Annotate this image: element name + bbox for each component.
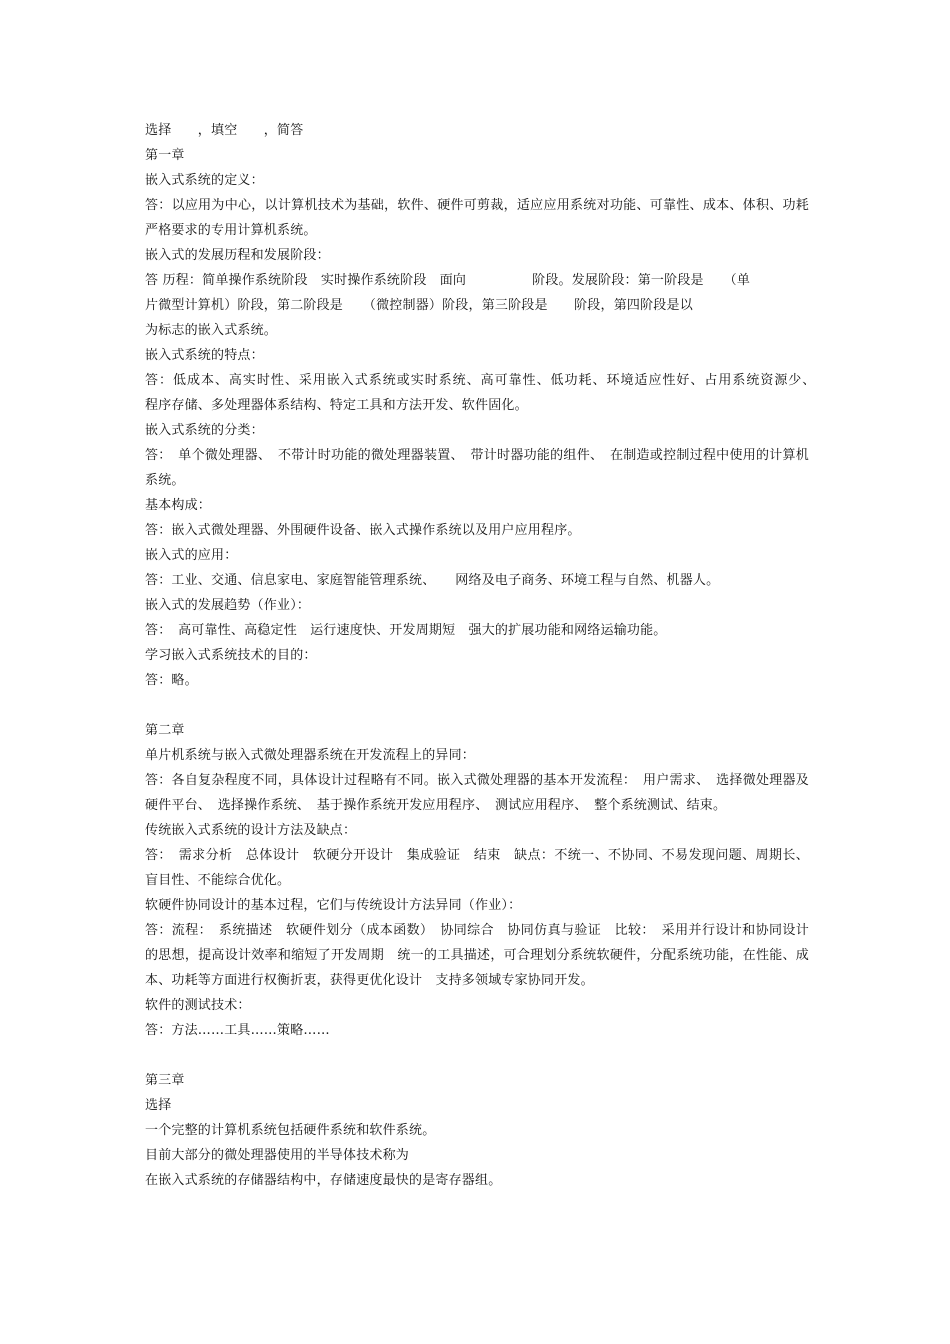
ch1-question-purpose: 学习嵌入式系统技术的目的： — [145, 648, 317, 663]
ch2-answer-traditional-design: 答： 需求分析 总体设计 软硬分开设计 集成验证 结束 缺点：不统一、不协同、不易发现问题、周期长、盲目性、不能综合优化。 — [145, 848, 809, 888]
ch2-question-testing: 软件的测试技术： — [145, 998, 251, 1013]
question-type-header: 选择 ，填空 ，简答 — [145, 123, 304, 138]
ch3-item-1: 一个完整的计算机系统包括硬件系统和软件系统。 — [145, 1123, 436, 1138]
ch1-answer-history-line3: 为标志的嵌入式系统。 — [145, 323, 278, 338]
ch1-answer-applications: 答：工业、交通、信息家电、家庭智能管理系统、 网络及电子商务、环境工程与自然、机器人。 — [145, 573, 720, 588]
ch1-question-trends: 嵌入式的发展趋势（作业）： — [145, 598, 311, 613]
ch1-answer-history-line1: 答 历程：简单操作系统阶段 实时操作系统阶段 面向 阶段。发展阶段：第一阶段是 （单 — [145, 273, 751, 288]
ch2-answer-dev-flow: 答：各自复杂程度不同，具体设计过程略有不同。嵌入式微处理器的基本开发流程： 用户需求、 选择微处理器及硬件平台、 选择操作系统、 基于操作系统开发应用程序、 测试应用程序、 整个系统测试、结束。 — [145, 773, 809, 813]
ch1-question-applications: 嵌入式的应用： — [145, 548, 238, 563]
ch1-question-history: 嵌入式的发展历程和发展阶段： — [145, 248, 330, 263]
ch3-item-2: 目前大部分的微处理器使用的半导体技术称为 — [145, 1148, 410, 1163]
chapter-2-title: 第二章 — [145, 723, 185, 738]
ch1-question-features: 嵌入式系统的特点： — [145, 348, 264, 363]
ch2-answer-testing: 答：方法……工具……策略…… — [145, 1023, 330, 1038]
ch2-answer-codesign: 答：流程： 系统描述 软硬件划分（成本函数） 协同综合 协同仿真与验证 比较： 采用并行设计和协同设计的思想，提高设计效率和缩短了开发周期 统一的工具描述，可合理划分系统软硬件，分配系统功能，在性能、成本、功耗等方面进行权衡折衷，获得更优化设计 支持多领域专家协同开发。 — [145, 923, 809, 988]
section-spacer — [145, 693, 809, 718]
ch1-answer-classification: 答： 单个微处理器、 不带计时功能的微处理器装置、 带计时器功能的组件、 在制造或控制过程中使用的计算机系统。 — [145, 448, 809, 488]
ch3-subheading-choice: 选择 — [145, 1098, 172, 1113]
ch2-question-dev-flow: 单片机系统与嵌入式微处理器系统在开发流程上的异同： — [145, 748, 476, 763]
document-page — [145, 118, 836, 1193]
ch1-question-classification: 嵌入式系统的分类： — [145, 423, 264, 438]
chapter-3-title: 第三章 — [145, 1073, 185, 1088]
ch1-answer-trends: 答： 高可靠性、高稳定性 运行速度快、开发周期短 强大的扩展功能和网络运输功能。 — [145, 623, 667, 638]
ch1-question-definition: 嵌入式系统的定义： — [145, 173, 264, 188]
ch1-answer-features: 答：低成本、高实时性、采用嵌入式系统或实时系统、高可靠性、低功耗、环境适应性好、占用系统资源少、 程序存储、多处理器体系结构、特定工具和方法开发、软件固化。 — [145, 373, 836, 413]
section-spacer — [145, 1043, 809, 1068]
ch1-answer-definition: 答：以应用为中心，以计算机技术为基础，软件、硬件可剪裁，适应应用系统对功能、可靠性、成本、体积、功耗严格要求的专用计算机系统。 — [145, 198, 809, 238]
ch2-question-traditional-design: 传统嵌入式系统的设计方法及缺点： — [145, 823, 357, 838]
ch1-answer-composition: 答：嵌入式微处理器、外围硬件设备、嵌入式操作系统以及用户应用程序。 — [145, 523, 581, 538]
ch1-answer-purpose: 答：略。 — [145, 673, 198, 688]
ch1-question-composition: 基本构成： — [145, 498, 212, 513]
ch2-question-codesign: 软硬件协同设计的基本过程，它们与传统设计方法异同（作业）： — [145, 898, 522, 913]
ch1-answer-history-line2: 片微型计算机）阶段，第二阶段是 （微控制器）阶段，第三阶段是 阶段，第四阶段是以 — [145, 298, 693, 313]
chapter-1-title: 第一章 — [145, 148, 185, 163]
ch3-item-3: 在嵌入式系统的存储器结构中，存储速度最快的是寄存器组。 — [145, 1173, 502, 1188]
